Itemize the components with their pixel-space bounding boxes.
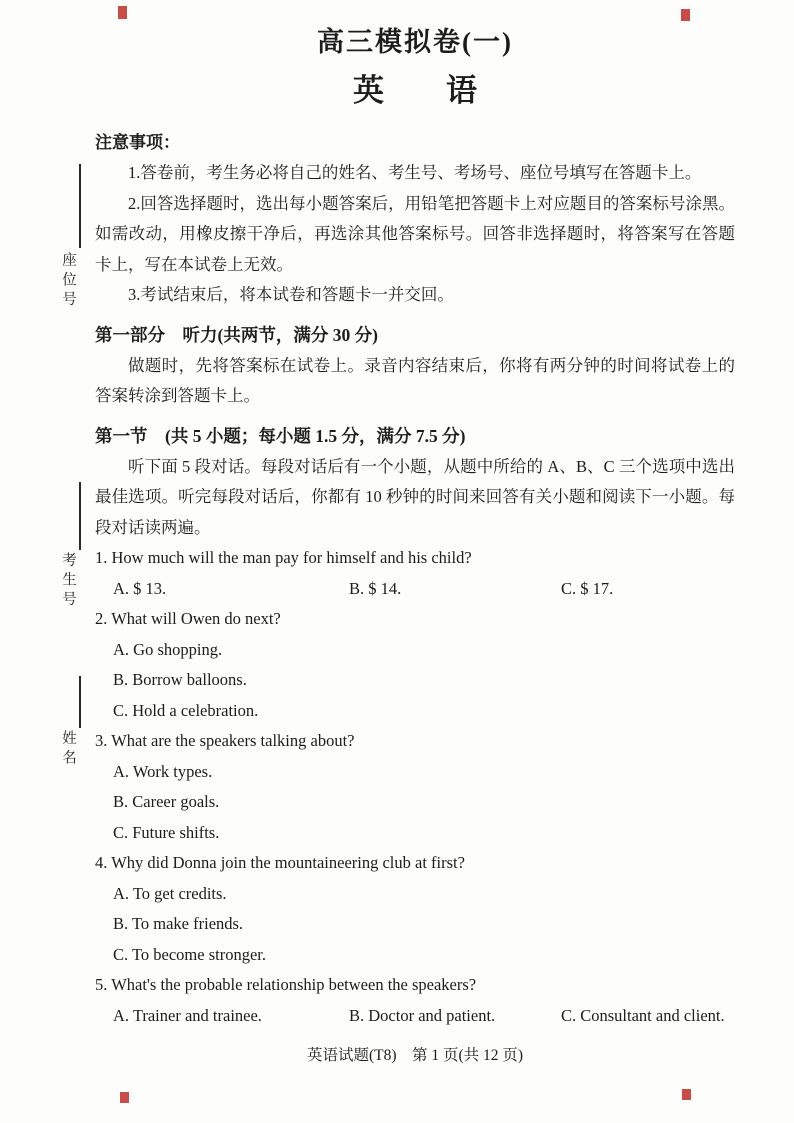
option-a: A. To get credits. xyxy=(113,883,227,903)
option-b: B. Career goals. xyxy=(113,792,220,811)
page-title: 高三模拟卷(一) xyxy=(317,27,513,57)
question-options xyxy=(95,879,735,971)
registration-mark-top-left xyxy=(118,6,127,19)
option-b: B. $ 14. xyxy=(349,578,402,598)
option-b: B. Borrow balloons. xyxy=(113,670,247,689)
question-4 xyxy=(95,848,735,970)
registration-mark-bottom-right xyxy=(682,1089,691,1100)
candidate-number-fill-line xyxy=(79,482,81,550)
question-options xyxy=(95,635,735,727)
margin-label-name: 姓名 xyxy=(60,730,76,769)
option-a: A. Go shopping. xyxy=(113,639,223,659)
option-a: A. Work types. xyxy=(113,761,213,781)
question-2 xyxy=(95,604,735,726)
question-options xyxy=(95,757,735,849)
seat-number-fill-line xyxy=(79,164,81,248)
question-text: 4. Why did Donna join the mountaineering club at first? xyxy=(95,853,465,872)
margin-label-candidate-number: 考生号 xyxy=(60,552,76,611)
page-footer: 英语试题(T8) 第 1 页(共 12 页) xyxy=(306,1047,524,1064)
notice-item: 2.回答选择题时，选出每小题答案后，用铅笔把答题卡上对应题目的答案标号涂黑。如需改动，用橡皮擦干净后，再选涂其他答案标号。回答非选择题时，将答案写在答题卡上，写在本试卷上无效。 xyxy=(95,193,735,274)
question-options xyxy=(95,574,735,605)
option-a: A. $ 13. xyxy=(113,578,167,598)
registration-mark-bottom-left xyxy=(120,1092,129,1103)
option-c: C. $ 17. xyxy=(561,578,614,598)
section1-intro: 听下面 5 段对话。每段对话后有一个小题，从题中所给的 A、B、C 三个选项中选出最佳选项。听完每段对话后，你都有 10 秒钟的时间来回答有关小题和阅读下一小题。每段对话读两遍。 xyxy=(95,456,735,537)
option-a: A. Trainer and trainee. xyxy=(113,1005,262,1025)
question-3 xyxy=(95,726,735,848)
option-c: C. Future shifts. xyxy=(113,822,220,842)
question-text: 5. What's the probable relationship between the speakers? xyxy=(95,975,477,994)
question-text: 2. What will Owen do next? xyxy=(95,609,281,628)
subject-title: 英 语 xyxy=(353,73,477,108)
page-content xyxy=(95,24,735,1069)
option-c: C. Hold a celebration. xyxy=(113,700,259,720)
option-b: B. To make friends. xyxy=(113,914,244,933)
notice-item: 1.答卷前，考生务必将自己的姓名、考生号、考场号、座位号填写在答题卡上。 xyxy=(128,163,702,182)
option-b: B. Doctor and patient. xyxy=(349,1005,496,1025)
option-c: C. Consultant and client. xyxy=(561,1005,725,1025)
part1-intro: 做题时，先将答案标在试卷上。录音内容结束后，你将有两分钟的时间将试卷上的答案转涂到答题卡上。 xyxy=(95,355,735,405)
question-text: 3. What are the speakers talking about? xyxy=(95,731,355,750)
registration-mark-top-right xyxy=(681,9,690,21)
notice-section xyxy=(95,128,735,311)
option-c: C. To become stronger. xyxy=(113,944,266,964)
name-fill-line xyxy=(79,676,81,728)
margin-label-seat-number: 座位号 xyxy=(60,252,76,311)
section1-heading: 第一节 (共 5 小题；每小题 1.5 分，满分 7.5 分) xyxy=(95,425,466,446)
question-text: 1. How much will the man pay for himself and his child? xyxy=(95,548,472,567)
question-1 xyxy=(95,543,735,604)
question-options xyxy=(95,1001,735,1032)
question-5 xyxy=(95,970,735,1031)
part1-heading: 第一部分 听力(共两节，满分 30 分) xyxy=(95,324,378,345)
notice-heading: 注意事项： xyxy=(95,133,180,152)
notice-item: 3.考试结束后，将本试卷和答题卡一并交回。 xyxy=(128,285,454,304)
